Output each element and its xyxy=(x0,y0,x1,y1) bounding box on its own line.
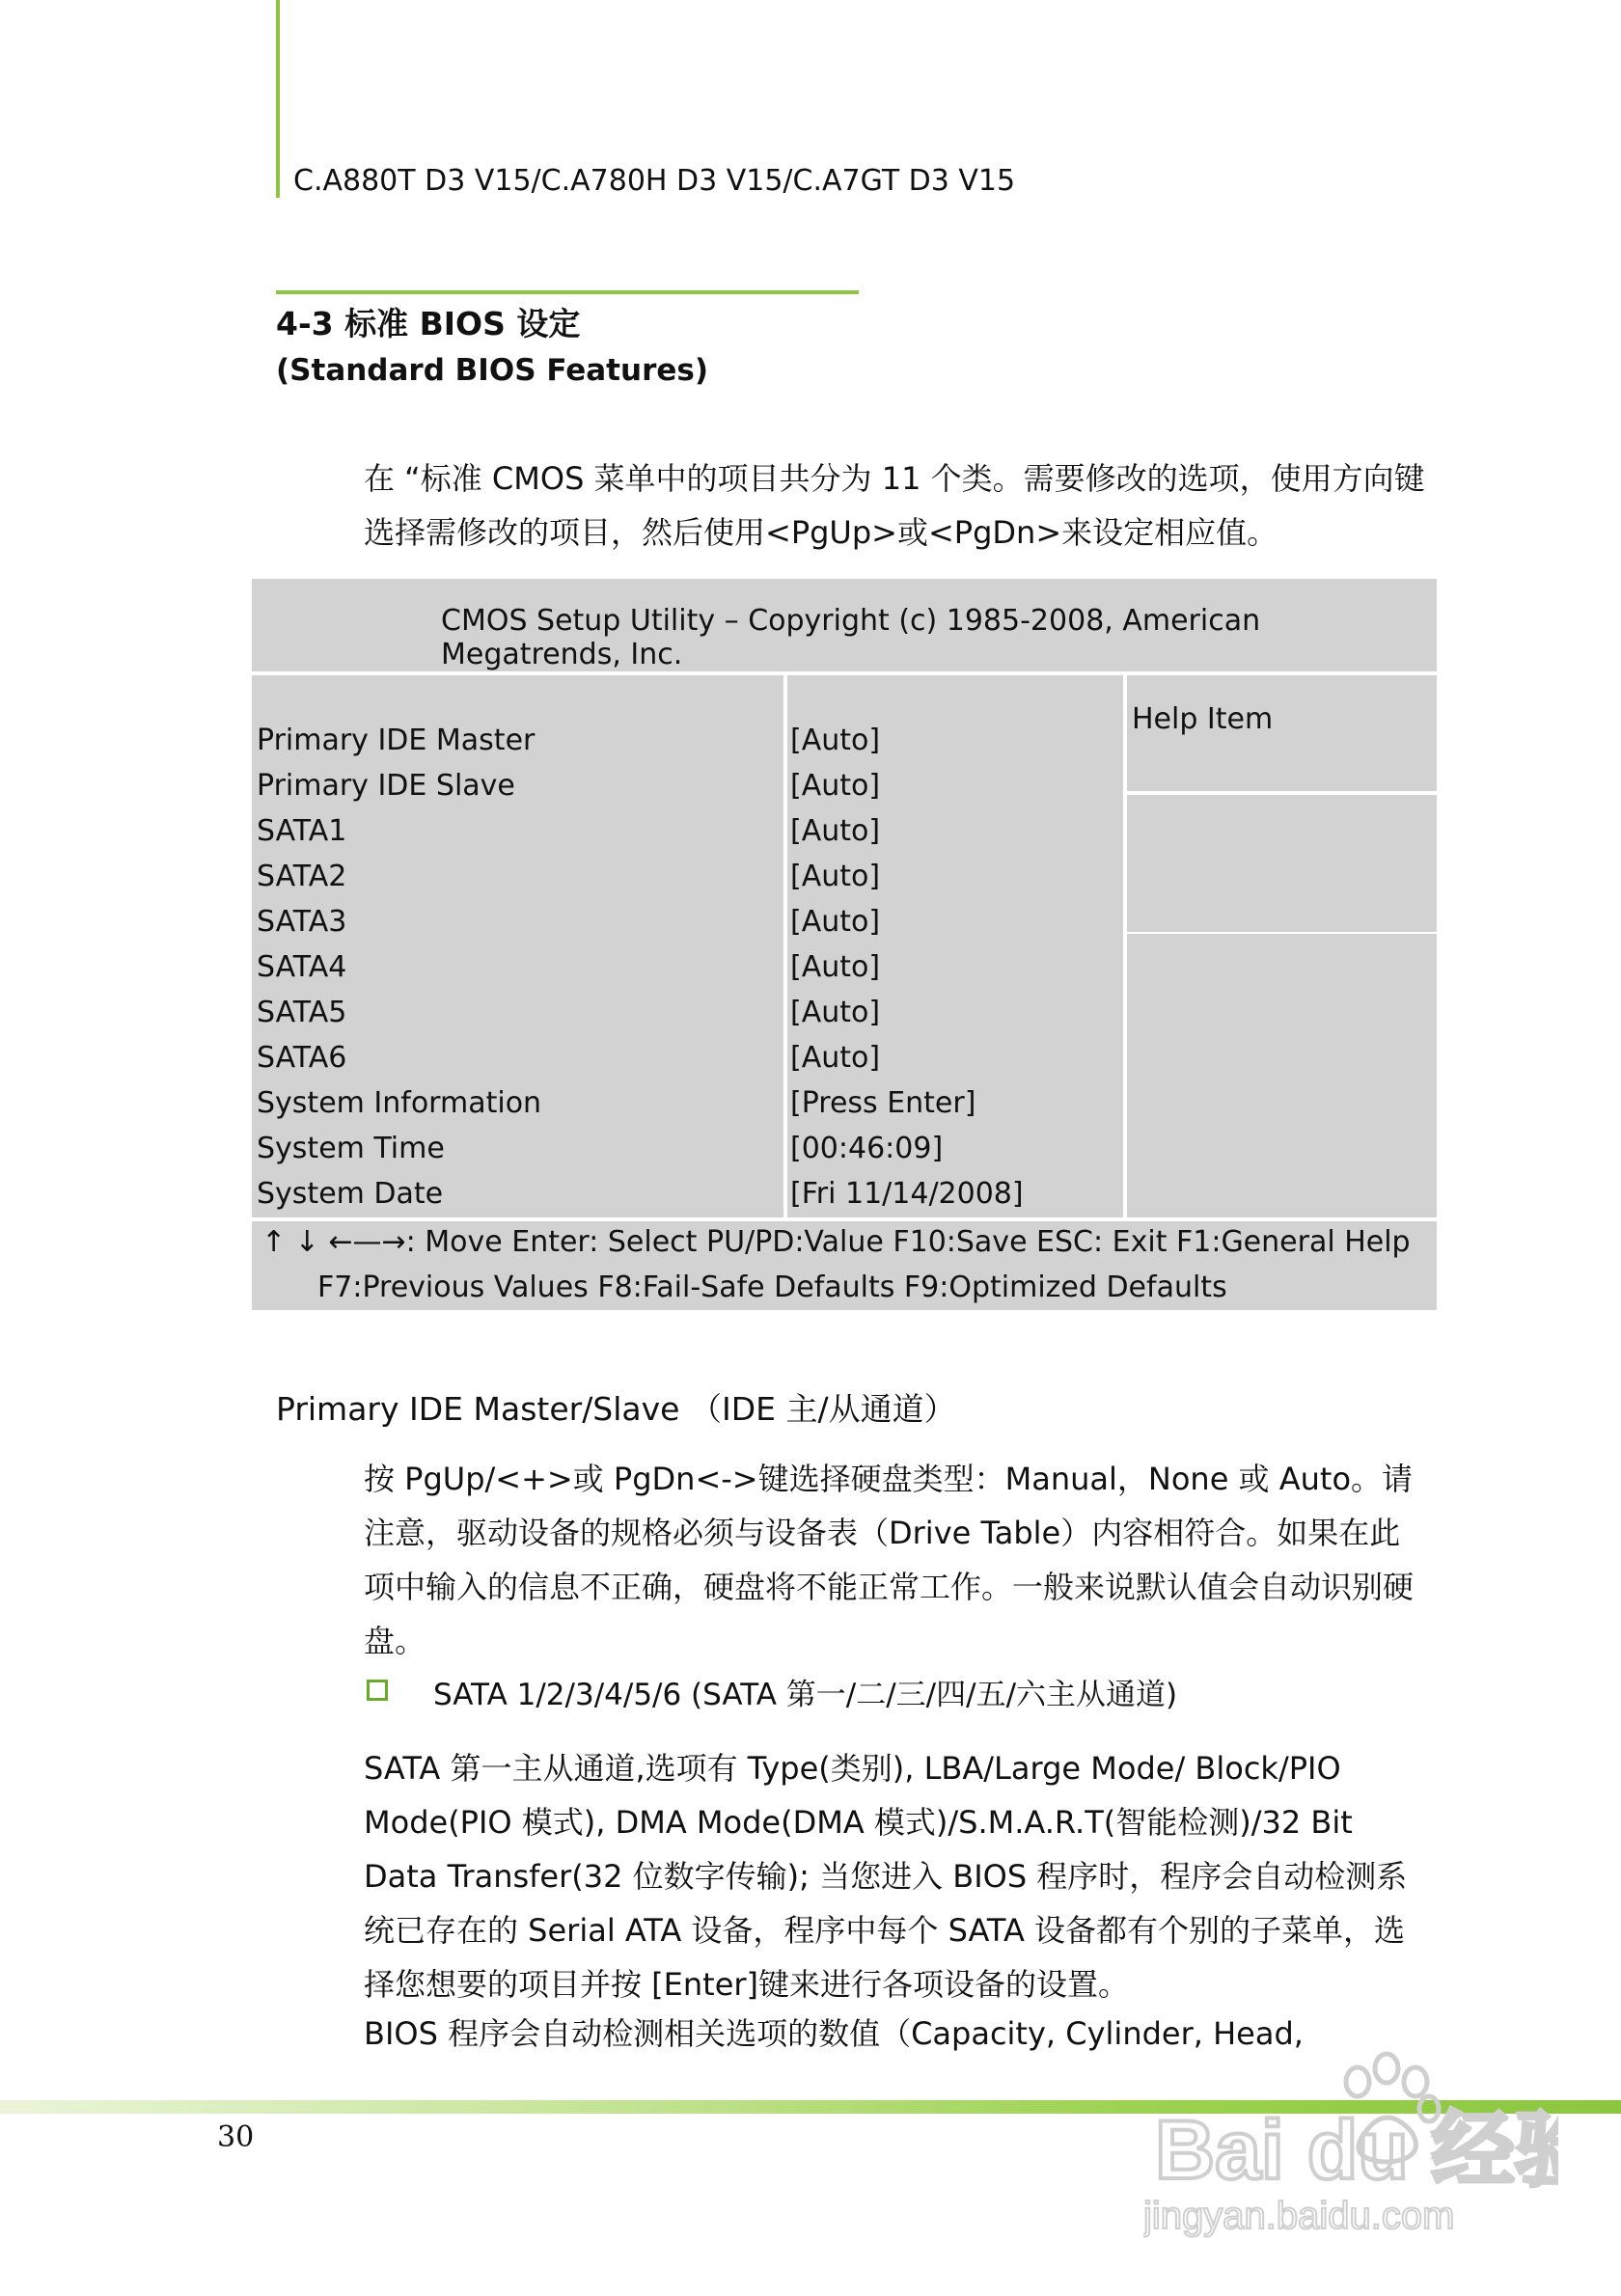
section-title: 4-3 标准 BIOS 设定 xyxy=(276,305,581,342)
bios-header-text: CMOS Setup Utility – Copyright (c) 1985-2008, American Megatrends, Inc. xyxy=(441,604,1261,671)
bios-item-value[interactable]: [Auto] xyxy=(790,950,881,984)
baidu-jingyan-watermark xyxy=(1143,2045,1558,2238)
section-rule xyxy=(276,290,859,294)
bios-item-name[interactable]: SATA2 xyxy=(257,860,347,893)
bios-table xyxy=(252,579,1437,1310)
bios-header xyxy=(252,579,1437,671)
bios-item-value[interactable]: [Press Enter] xyxy=(790,1086,976,1120)
bios-item-name[interactable]: System Information xyxy=(257,1086,542,1120)
help-panel-bottom xyxy=(1127,934,1437,1217)
key-legend-line-1: ↑ ↓ ←—→: Move Enter: Select PU/PD:Value F10:Save ESC: Exit F1:General Help xyxy=(261,1225,1411,1259)
header-accent-bar xyxy=(276,0,280,198)
bios-item-name[interactable]: System Date xyxy=(257,1177,444,1211)
bios-item-value[interactable]: [Auto] xyxy=(790,724,881,757)
bios-item-name[interactable]: SATA4 xyxy=(257,950,347,984)
bios-item-value[interactable]: [Fri 11/14/2008] xyxy=(790,1177,1024,1211)
page-number: 30 xyxy=(217,2120,255,2154)
sata-paragraph: SATA 第一主从通道,选项有 Type(类别), LBA/Large Mode/ Block/PIO Mode(PIO 模式), DMA Mode(DMA 模式)/S.M.A.R.T(智能检测)/32 Bit Data Transfer(32 位数字传输); 当您进入 BIOS 程序时，程序会自动检测系统已存在的 Serial ATA 设备，程序中每个 SATA 设备都有个别的子菜单，选择您想要的项目并按 [Enter]键来进行各项设备的设置。 xyxy=(364,1750,1408,2003)
bios-item-name[interactable]: Primary IDE Slave xyxy=(257,769,515,803)
bios-item-name[interactable]: Primary IDE Master xyxy=(257,724,536,757)
bios-item-value[interactable]: [00:46:09] xyxy=(790,1132,944,1165)
bios-item-value[interactable]: [Auto] xyxy=(790,814,881,848)
bios-item-name[interactable]: SATA6 xyxy=(257,1041,347,1075)
watermark-url: jingyan.baidu.com xyxy=(1143,2195,1455,2237)
bios-item-value[interactable]: [Auto] xyxy=(790,860,881,893)
ide-paragraph: 按 PgUp/<+>或 PgDn<->键选择硬盘类型：Manual，None 或 Auto。请注意，驱动设备的规格必须与设备表（Drive Table）内容相符合。如果在此项中输入的信息不正确，硬盘将不能正常工作。一般来说默认值会自动识别硬盘。 xyxy=(364,1461,1415,1659)
bios-detect-paragraph: BIOS 程序会自动检测相关选项的数值（Capacity, Cylinder, Head, xyxy=(364,2015,1304,2052)
bios-item-name[interactable]: SATA1 xyxy=(257,814,347,848)
help-item-title: Help Item xyxy=(1132,702,1274,736)
key-legend-line-2: F7:Previous Values F8:Fail-Safe Defaults F9:Optimized Defaults xyxy=(317,1271,1227,1304)
bios-item-name[interactable]: System Time xyxy=(257,1132,445,1165)
bios-item-value[interactable]: [Auto] xyxy=(790,769,881,803)
model-line: C.A880T D3 V15/C.A780H D3 V15/C.A7GT D3 V15 xyxy=(293,164,1016,198)
bios-item-name[interactable]: SATA3 xyxy=(257,905,347,939)
bios-item-value[interactable]: [Auto] xyxy=(790,905,881,939)
section-subtitle: (Standard BIOS Features) xyxy=(276,353,709,388)
sata-bullet-heading: SATA 1/2/3/4/5/6 (SATA 第一/二/三/四/五/六主从通道) xyxy=(433,1678,1178,1712)
bios-item-value[interactable]: [Auto] xyxy=(790,996,881,1029)
help-panel-middle xyxy=(1127,795,1437,932)
ide-heading: Primary IDE Master/Slave （IDE 主/从通道） xyxy=(276,1390,956,1428)
checkbox-bullet-icon xyxy=(367,1680,388,1701)
intro-paragraph: 在 “标准 CMOS 菜单中的项目共分为 11 个类。需要修改的选项，使用方向键选择需修改的项目，然后使用<PgUp>或<PgDn>来设定相应值。 xyxy=(364,460,1425,551)
bios-item-name[interactable]: SATA5 xyxy=(257,996,347,1029)
bios-item-value[interactable]: [Auto] xyxy=(790,1041,881,1075)
paw-logo-icon xyxy=(1143,2045,1558,2238)
watermark-brand: Bai du 经验 xyxy=(1155,2104,1558,2197)
